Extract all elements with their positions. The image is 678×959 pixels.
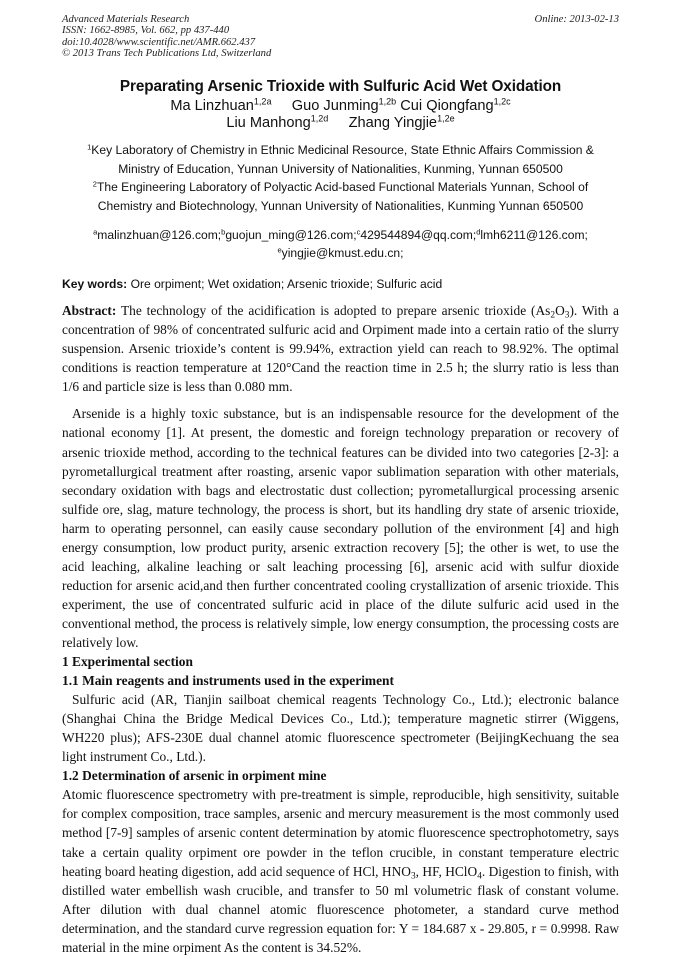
email-link[interactable]: yingjie@kmust.edu.cn;	[281, 246, 404, 261]
affiliation-text: Ministry of Education, Yunnan University of Nationalities, Kunming, Yunnan 650500	[118, 161, 563, 176]
subsection-heading: 1.1 Main reagents and instruments used in the experiment	[62, 673, 394, 689]
email-sup: a	[93, 227, 98, 237]
affiliations	[62, 141, 619, 215]
author-sup: 1,2b	[378, 96, 397, 107]
email-sup: e	[277, 245, 282, 255]
keywords-label: Key words:	[62, 277, 128, 292]
subscript: 2	[550, 310, 556, 321]
author-name: Zhang Yingjie	[348, 115, 438, 132]
email-link[interactable]: 429544894@qq.com;	[360, 228, 477, 243]
keywords	[62, 275, 619, 293]
subscript: 3	[564, 310, 570, 321]
abstract-text: ). With a concentration of 98% of concentrated sulfuric acid and Orpiment made into a certain ratio of the slurry suspension. Arsenic trioxide’s content is 99.94%, extraction yield can reach to 98.92%. The optimal conditions is reaction temperature at 120°Cand the reaction time in 2.5 h; the slurry ratio is less than 1/6 and particle size is less than 0.080 mm.	[62, 303, 619, 395]
journal-name: Advanced Materials Research	[62, 14, 190, 25]
authors-line-1	[62, 98, 619, 115]
author-name: Guo Junming	[291, 98, 379, 115]
affiliation-text: Chemistry and Biotechnology, Yunnan University of Nationalities, Kunming Yunnan 650500	[97, 198, 584, 213]
copyright-line: © 2013 Trans Tech Publications Ltd, Switzerland	[62, 47, 272, 59]
author-sup: 1,2a	[253, 96, 272, 107]
author-sup: 1,2c	[493, 96, 511, 107]
email-sup: b	[221, 227, 226, 237]
affiliation-2	[62, 178, 619, 215]
issn-line: ISSN: 1662-8985, Vol. 662, pp 437-440	[62, 25, 230, 37]
affiliation-sup: 1	[87, 142, 92, 152]
author-emails	[62, 226, 619, 262]
affiliation-1	[62, 141, 619, 178]
author-list	[62, 98, 619, 132]
author-name: Liu Manhong	[226, 115, 311, 132]
doi-link[interactable]: doi:10.4028/www.scientific.net/AMR.662.437	[62, 36, 256, 48]
determination-paragraph	[62, 785, 619, 956]
paragraph-text: Atomic fluorescence spectrometry with pre-treatment is simple, reproducible, high sensitivity, suitable for complex composition, trace samples, arsenic and mercury measurement is the most commonly used method [7-9] samples of arsenic content determination by atomic fluorescence spectrophotometry, says take a certain quality orpiment ore powder in the teflon crucible, in constant temperature electric heating board heating digestion, add acid sequence of HCl, HNO	[62, 787, 619, 879]
section-heading: 1 Experimental section	[62, 654, 193, 670]
affiliation-sup: 2	[92, 179, 97, 189]
keywords-text: Ore orpiment; Wet oxidation; Arsenic trioxide; Sulfuric acid	[130, 277, 443, 292]
online-date: Online: 2013-02-13	[534, 14, 619, 25]
journal-header	[62, 14, 619, 59]
email-link[interactable]: malinzhuan@126.com;	[97, 228, 222, 243]
author-sup: 1,2e	[437, 113, 455, 124]
paragraph-text: . Digestion to finish, with distilled water embellish wash crucible, and transfer to 50 ml volumetric flask of constant volume. After dilution with dual channel atomic fluorescence photometer, a standard curve method determination, and the standard curve regression equation for: Y = 184.687 x - 29.805, r = 0.9998. Raw material in the mine orpiment As the content is 34.52%.	[62, 863, 619, 955]
email-link[interactable]: lmh6211@126.com;	[480, 228, 588, 243]
email-sup: d	[476, 227, 481, 237]
reagents-paragraph: Sulfuric acid (AR, Tianjin sailboat chemical reagents Technology Co., Ltd.); electronic balance (Shanghai China the Bridge Medical Devices Co., Ltd.); temperature magnetic stirrer (Wiggens, WH220 plus); AFS-230E dual channel atomic fluorescence spectrometer (BeijingKechuang the sea light instrument Co., Ltd.).	[62, 692, 619, 765]
abstract-text: The technology of the acidification is adopted to prepare arsenic trioxide (As	[116, 303, 551, 319]
paper-title: Preparating Arsenic Trioxide with Sulfuric Acid Wet Oxidation	[119, 78, 562, 96]
affiliation-text: Key Laboratory of Chemistry in Ethnic Medicinal Resource, State Ethnic Affairs Commission &	[91, 143, 594, 158]
affiliation-text: The Engineering Laboratory of Polyactic Acid-based Functional Materials Yunnan, School of	[96, 180, 589, 195]
email-sup: c	[356, 227, 361, 237]
author-name: Ma Linzhuan	[170, 98, 254, 115]
abstract	[62, 301, 619, 396]
email-link[interactable]: guojun_ming@126.com;	[225, 228, 357, 243]
author-sup: 1,2d	[310, 113, 329, 124]
introduction-paragraph: Arsenide is a highly toxic substance, but is an indispensable resource for the development of the national economy [1]. At present, the domestic and foreign technology preparation or recovery of arsenic trioxide method, according to the technical features can be divided into two categories [2-3]: a pyrometallurgical treatment after roasting, arsenic vapor sublimation separation with other materials, secondary oxidation with bags and electrostatic dust collection; pyrometallurgical processing arsenic sulfide ore, slag, mature technology, the process is short, but its handling dry state of arsenic trioxide, harm to operating personnel, can easily cause secondary pollution of the environment [4] and high energy consumption, low product purity, arsenic extraction recovery [5]; the other is wet, to use the acid leaching, alkaline leaching or salt leaching processing [6], arsenic acid with sulfur dioxide reduction for arsenic acid,and then further concentrated cooling crystallization of arsenic trioxide. This experiment, the use of concentrated sulfuric acid in place of the dilute sulfuric acid used in the conventional method, the process is relatively simple, low energy consumption, the processing costs are relatively low.	[62, 406, 619, 650]
paper-page	[62, 14, 619, 957]
subscript: 3	[410, 870, 416, 881]
abstract-text: O	[555, 303, 565, 319]
subsection-heading: 1.2 Determination of arsenic in orpiment mine	[62, 768, 327, 784]
authors-line-2	[62, 115, 619, 132]
abstract-label: Abstract:	[62, 303, 117, 319]
author-name: Cui Qiongfang	[400, 98, 494, 115]
paragraph-text: , HF, HClO	[415, 863, 478, 879]
subscript: 4	[477, 870, 482, 881]
